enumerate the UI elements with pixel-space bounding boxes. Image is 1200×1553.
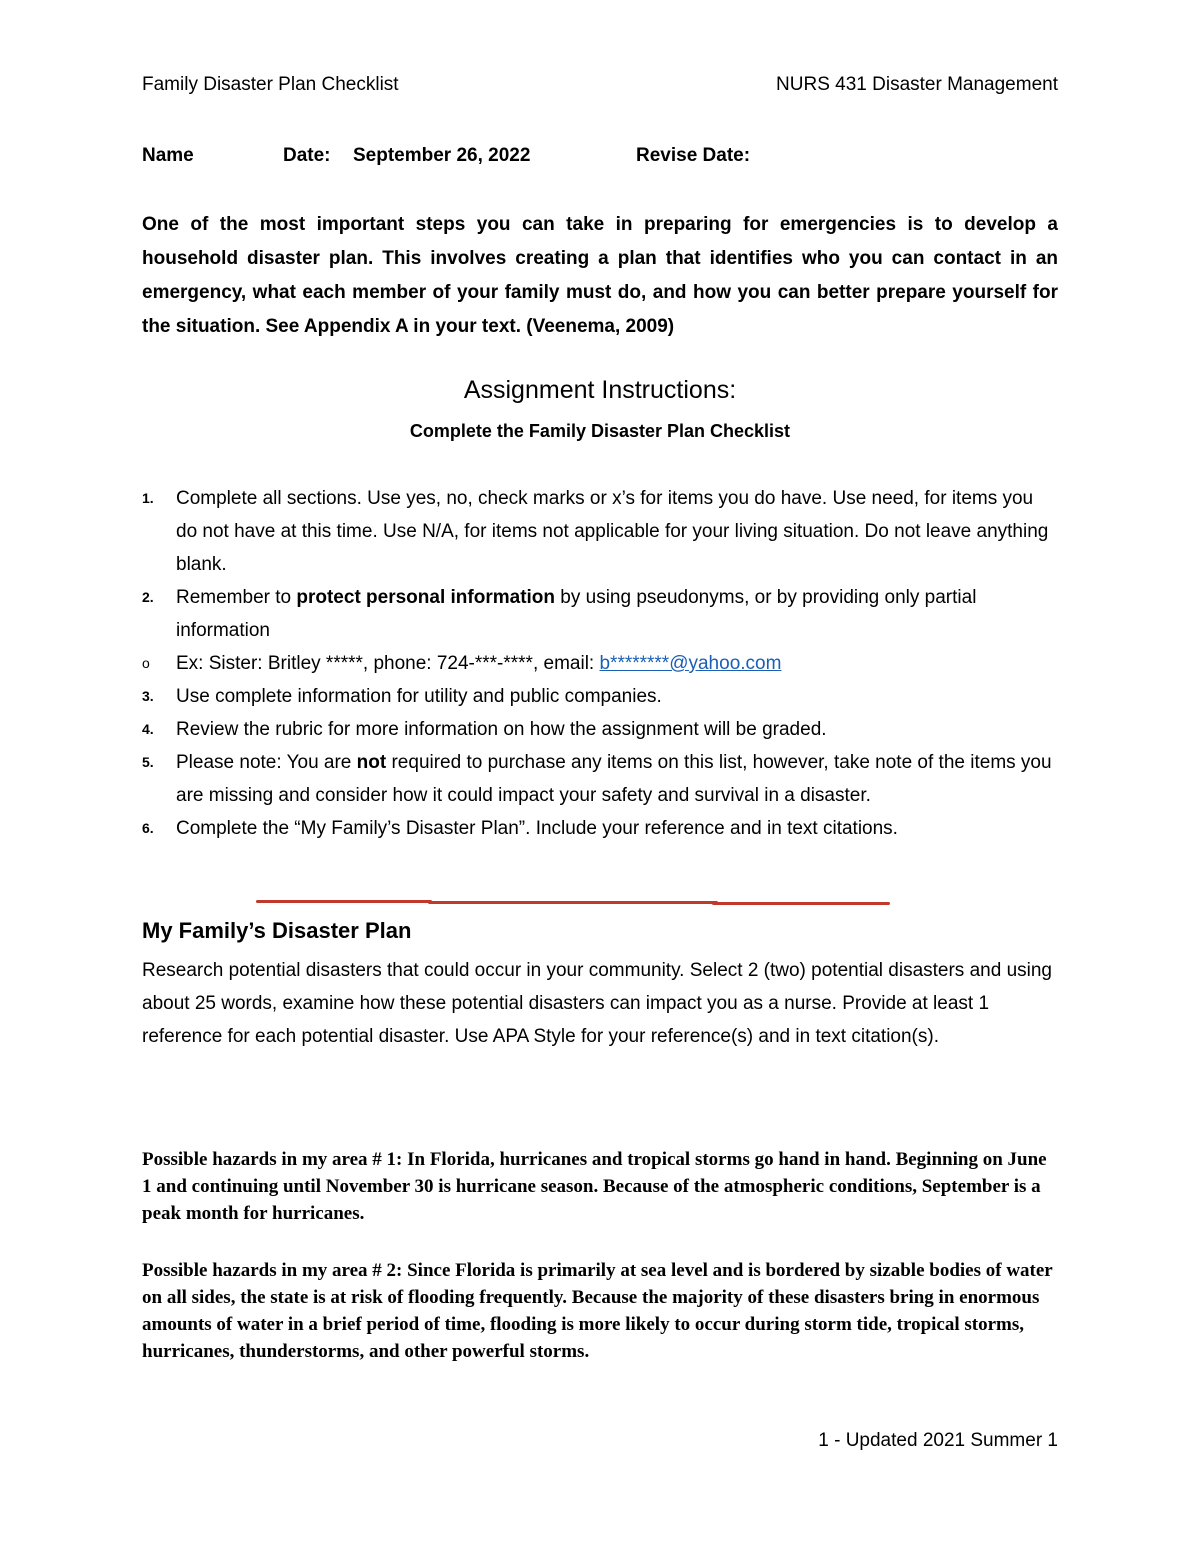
instruction-item xyxy=(142,746,1058,812)
item-number: 3. xyxy=(142,688,154,704)
item-number: 1. xyxy=(142,490,154,506)
header-course: NURS 431 Disaster Management xyxy=(776,74,1058,95)
instruction-item xyxy=(142,713,1058,746)
name-label: Name xyxy=(142,145,194,166)
assignment-subtitle: Complete the Family Disaster Plan Checklist xyxy=(409,421,791,441)
item-emphasis: not xyxy=(356,752,387,773)
page-header xyxy=(142,74,1058,100)
example-email-link[interactable]: b********@yahoo.com xyxy=(599,653,782,674)
item-number: 5. xyxy=(142,754,154,770)
instruction-item xyxy=(142,482,1058,581)
item-text: Remember to xyxy=(176,587,297,608)
hazard-1-text: Possible hazards in my area # 1: In Florida, hurricanes and tropical storms go hand in hand. Beginning on June 1 and continuing until November 30 is hurricane season. Because of the atmospheric conditions, September is a peak month for hurricanes. xyxy=(142,1149,1047,1224)
instruction-item xyxy=(142,680,1058,713)
intro-paragraph: One of the most important steps you can take in preparing for emergencies is to develop a household disaster plan. This involves creating a plan that identifies who you can contact in an emergency, what each member of your family must do, and how you can better prepare yourself for the situation. See Appendix A in your text. (Veenema, 2009) xyxy=(142,214,1058,337)
item-text: Use complete information for utility and public companies. xyxy=(176,686,662,707)
divider-segment xyxy=(712,902,890,905)
item-text: required to purchase any items on this list, however, take note of the items you are missing and consider how it could impact your safety and survival in a disaster. xyxy=(176,752,1052,806)
meta-row xyxy=(142,145,1058,171)
hazard-2-text: Possible hazards in my area # 2: Since Florida is primarily at sea level and is bordered by sizable bodies of water on all sides, the state is at risk of flooding frequently. Because the majority of these disasters bring in enormous amounts of water in a brief period of time, flooding is more likely to occur during storm tide, tropical storms, hurricanes, thunderstorms, and other powerful storms. xyxy=(142,1260,1053,1362)
item-number: 6. xyxy=(142,820,154,836)
assignment-title: Assignment Instructions: xyxy=(463,376,737,404)
plan-section-title: My Family’s Disaster Plan xyxy=(142,918,412,943)
plan-description: Research potential disasters that could occur in your community. Select 2 (two) potential disasters and using about 25 words, examine how these potential disasters can impact you as a nurse. Provide at least 1 reference for each potential disaster. Use APA Style for your reference(s) and in text citation(s). xyxy=(142,960,1052,1047)
item-text: by using pseudonyms, or by providing only partial information xyxy=(176,587,977,641)
bullet-marker: o xyxy=(142,655,150,671)
example-text: Ex: Sister: Britley *****, phone: 724-***-****, email: xyxy=(176,653,600,674)
item-number: 2. xyxy=(142,589,154,605)
instruction-item xyxy=(142,812,1058,845)
section-divider xyxy=(256,900,890,904)
instruction-item xyxy=(142,581,1058,647)
example-item xyxy=(142,647,1058,680)
item-emphasis: protect personal information xyxy=(296,587,556,608)
divider-segment xyxy=(256,900,432,903)
revise-date-label: Revise Date: xyxy=(636,145,751,166)
item-text: Review the rubric for more information on how the assignment will be graded. xyxy=(176,719,827,740)
item-text: Complete all sections. Use yes, no, check marks or x’s for items you do have. Use need, for items you do not have at this time. Use N/A, for items not applicable for your living situation. Do not leave anything blank. xyxy=(176,488,1049,575)
instruction-list xyxy=(142,482,1058,845)
item-number: 4. xyxy=(142,721,154,737)
page-footer: 1 - Updated 2021 Summer 1 xyxy=(818,1430,1058,1451)
item-text: Please note: You are xyxy=(176,752,357,773)
divider-segment xyxy=(428,901,718,904)
date-label: Date: xyxy=(283,145,331,166)
header-doc-title: Family Disaster Plan Checklist xyxy=(142,74,399,95)
item-text: Complete the “My Family’s Disaster Plan”. Include your reference and in text citations. xyxy=(176,818,898,839)
date-value: September 26, 2022 xyxy=(353,145,531,166)
